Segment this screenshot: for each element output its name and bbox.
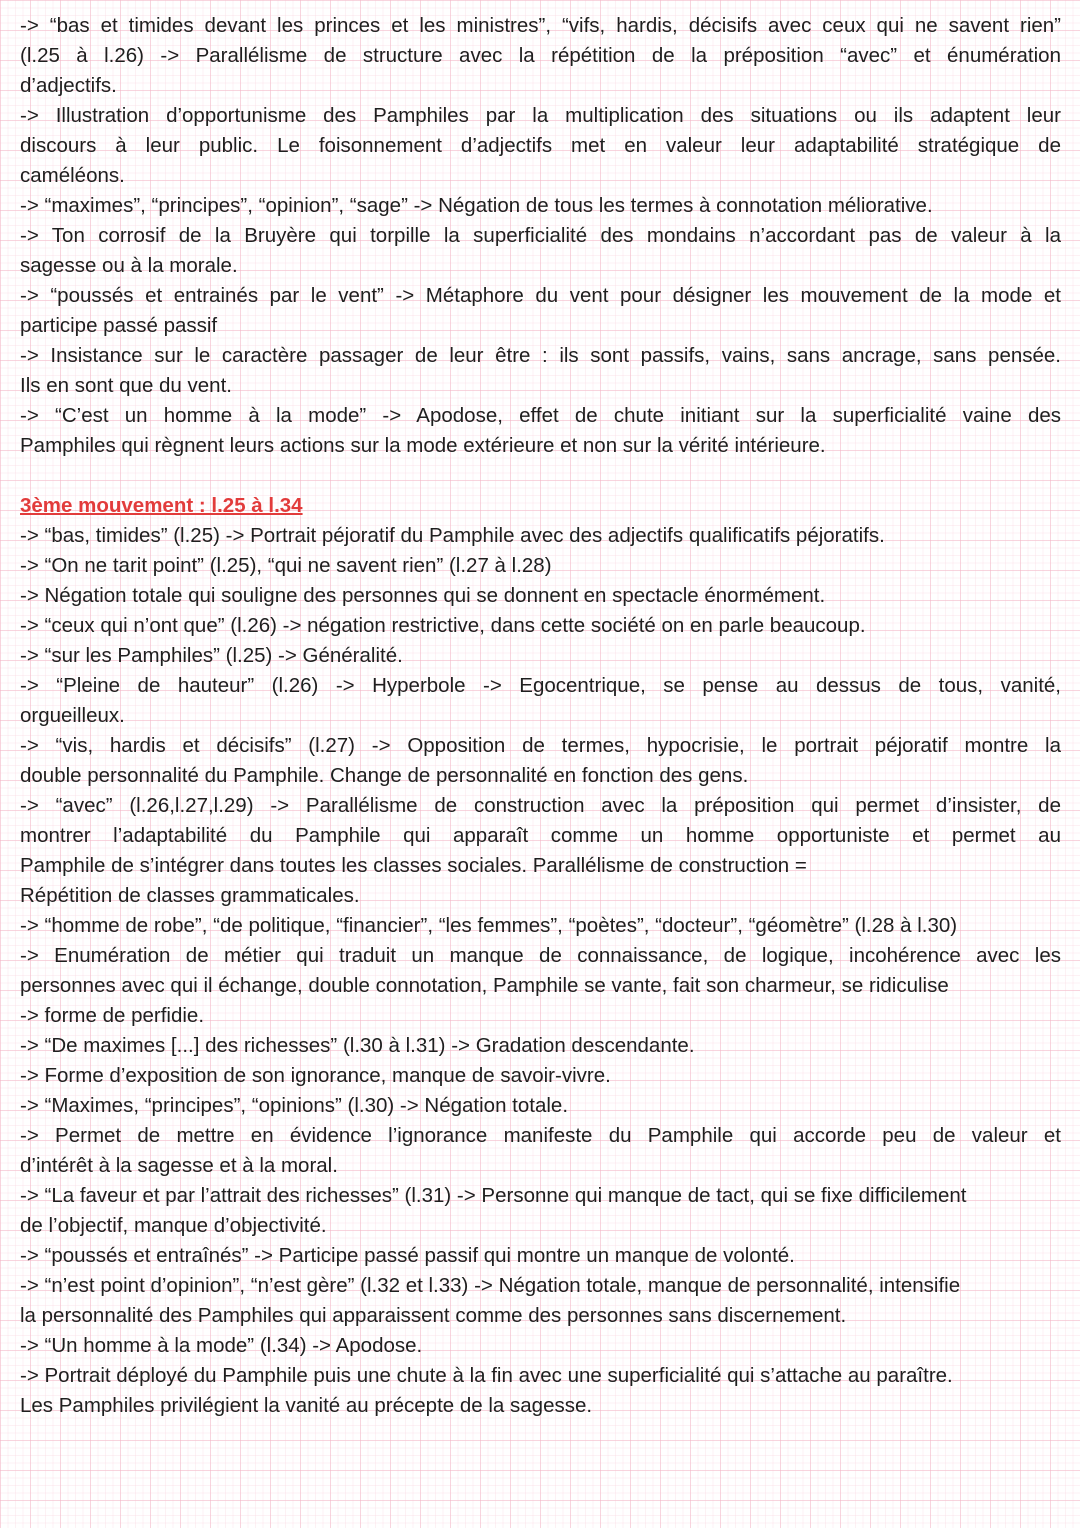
- text-line: Pamphiles qui règnent leurs actions sur la mode extérieure et non sur la vérité intérieure.: [20, 434, 826, 457]
- text-line: participe passé passif: [20, 314, 218, 337]
- text-line: -> “n’est point d’opinion”, “n’est gère” (l.32 et l.33) -> Négation totale, manque de personnalité, intensifie: [20, 1274, 961, 1297]
- text-line: double personnalité du Pamphile. Change de personnalité en fonction des gens.: [20, 764, 749, 787]
- text-line: d’intérêt à la sagesse et à la moral.: [20, 1154, 338, 1177]
- text-line: -> “poussés et entrainés par le vent” -> Métaphore du vent pour désigner les mouvement de la mode et: [20, 284, 1061, 307]
- blank-line: [20, 461, 1061, 491]
- text-line: (l.25 à l.26) -> Parallélisme de structure avec la répétition de la préposition “avec” et énumération: [20, 44, 1061, 67]
- text-line: caméléons.: [20, 164, 125, 187]
- text-line: -> “poussés et entraînés” -> Participe passé passif qui montre un manque de volonté.: [20, 1244, 795, 1267]
- text-line: Les Pamphiles privilégient la vanité au précepte de la sagesse.: [20, 1394, 593, 1417]
- text-line: -> “maximes”, “principes”, “opinion”, “sage” -> Négation de tous les termes à connotation méliorative.: [20, 194, 933, 217]
- text-line: -> Insistance sur le caractère passager de leur être : ils sont passifs, vains, sans ancrage, sans pensée.: [20, 344, 1061, 367]
- section-heading: 3ème mouvement : l.25 à l.34: [20, 494, 303, 517]
- text-line: de l’objectif, manque d’objectivité.: [20, 1214, 327, 1237]
- text-line: -> “bas et timides devant les princes et les ministres”, “vifs, hardis, décisifs avec ceux qui ne savent rien”: [20, 14, 1061, 37]
- text-line: Pamphile de s’intégrer dans toutes les classes sociales. Parallélisme de construction =: [20, 854, 807, 877]
- text-line: orgueilleux.: [20, 704, 125, 727]
- text-line: -> “vis, hardis et décisifs” (l.27) -> Opposition de termes, hypocrisie, le portrait péjoratif montre la: [20, 734, 1061, 757]
- text-line: -> “homme de robe”, “de politique, “financier”, “les femmes”, “poètes”, “docteur”, “géomètre” (l.28 à l.30): [20, 914, 958, 937]
- text-line: personnes avec qui il échange, double connotation, Pamphile se vante, fait son charmeur, se ridiculise: [20, 974, 949, 997]
- text-line: -> Illustration d’opportunisme des Pamphiles par la multiplication des situations ou ils adaptent leur: [20, 104, 1061, 127]
- text-line: -> “De maximes [...] des richesses” (l.30 à l.31) -> Gradation descendante.: [20, 1034, 695, 1057]
- text-line: Ils en sont que du vent.: [20, 374, 232, 397]
- text-line: -> forme de perfidie.: [20, 1004, 205, 1027]
- text-line: -> Ton corrosif de la Bruyère qui torpille la superficialité des mondains n’accordant pas de valeur à la: [20, 224, 1061, 247]
- notes-page: [20, 11, 1061, 1421]
- text-line: -> Permet de mettre en évidence l’ignorance manifeste du Pamphile qui accorde peu de valeur et: [20, 1124, 1061, 1147]
- text-line: montrer l’adaptabilité du Pamphile qui apparaît comme un homme opportuniste et permet au: [20, 824, 1061, 847]
- text-line: -> “Maximes, “principes”, “opinions” (l.30) -> Négation totale.: [20, 1094, 569, 1117]
- text-line: -> Forme d’exposition de son ignorance, manque de savoir-vivre.: [20, 1064, 611, 1087]
- text-line: -> Enumération de métier qui traduit un manque de connaissance, de logique, incohérence avec les: [20, 944, 1061, 967]
- text-line: -> Portrait déployé du Pamphile puis une chute à la fin avec une superficialité qui s’attache au paraître.: [20, 1364, 953, 1387]
- text-line: la personnalité des Pamphiles qui apparaissent comme des personnes sans discernement.: [20, 1304, 847, 1327]
- text-line: Répétition de classes grammaticales.: [20, 884, 360, 907]
- text-line: -> “bas, timides” (l.25) -> Portrait péjoratif du Pamphile avec des adjectifs qualificatifs péjoratifs.: [20, 524, 885, 547]
- text-line: -> “sur les Pamphiles” (l.25) -> Généralité.: [20, 644, 403, 667]
- text-line: sagesse ou à la morale.: [20, 254, 238, 277]
- text-line: d’adjectifs.: [20, 74, 117, 97]
- text-line: -> “avec” (l.26,l.27,l.29) -> Parallélisme de construction avec la préposition qui permet d’insister, de: [20, 794, 1061, 817]
- text-line: -> “Pleine de hauteur” (l.26) -> Hyperbole -> Egocentrique, se pense au dessus de tous, vanité,: [20, 674, 1061, 697]
- text-line: -> Négation totale qui souligne des personnes qui se donnent en spectacle énormément.: [20, 584, 826, 607]
- text-line: -> “C’est un homme à la mode” -> Apodose, effet de chute initiant sur la superficialité vaine des: [20, 404, 1061, 427]
- text-line: -> “Un homme à la mode” (l.34) -> Apodose.: [20, 1334, 423, 1357]
- text-line: -> “La faveur et par l’attrait des richesses” (l.31) -> Personne qui manque de tact, qui se fixe difficilement: [20, 1184, 967, 1207]
- text-line: discours à leur public. Le foisonnement d’adjectifs met en valeur leur adaptabilité stratégique de: [20, 134, 1061, 157]
- text-line: -> “ceux qui n’ont que” (l.26) -> négation restrictive, dans cette société on en parle beaucoup.: [20, 614, 866, 637]
- text-line: -> “On ne tarit point” (l.25), “qui ne savent rien” (l.27 à l.28): [20, 554, 552, 577]
